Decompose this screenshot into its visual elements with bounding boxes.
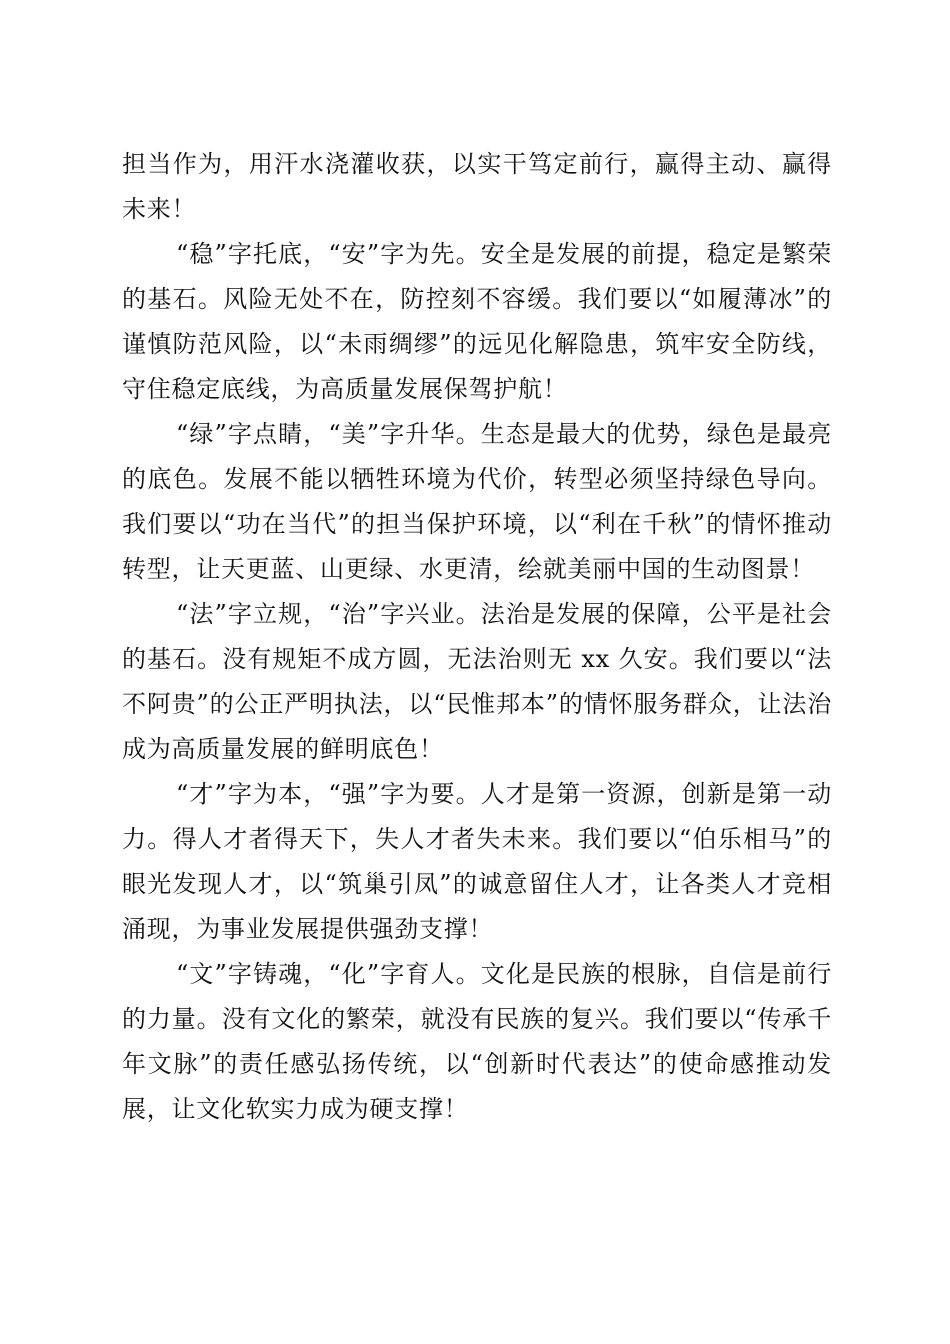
paragraph-culture: “文”字铸魂，“化”字育人。文化是民族的根脉，自信是前行的力量。没有文化的繁荣，就没有民族的复兴。我们要以“传承千年文脉”的责任感弘扬传统，以“创新时代表达”的使命感推动发展，让文化软实力成为硬支撑！ [122,960,832,1123]
paragraph-green-beauty: “绿”字点睛，“美”字升华。生态是最大的优势，绿色是最亮的底色。发展不能以牺牲环境为代价，转型必须坚持绿色导向。我们要以“功在当代”的担当保护环境，以“利在千秋”的情怀推动转型，让天更蓝、山更绿、水更清，绘就美丽中国的生动图景！ [122,420,832,583]
paragraph-rule-of-law: “法”字立规，“治”字兴业。法治是发展的保障，公平是社会的基石。没有规矩不成方圆，无法治则无 xx 久安。我们要以“法不阿贵”的公正严明执法，以“民惟邦本”的情怀服务群众，让法治成为高质量发展的鲜明底色！ [122,600,832,763]
paragraph-talent-strength: “才”字为本，“强”字为要。人才是第一资源，创新是第一动力。得人才者得天下，失人才者失未来。我们要以“伯乐相马”的眼光发现人才，以“筑巢引凤”的诚意留住人才，让各类人才竞相涌现，为事业发展提供强劲支撑！ [122,780,832,943]
document-body [122,142,832,1132]
paragraph-stability-security: “稳”字托底，“安”字为先。安全是发展的前提，稳定是繁荣的基石。风险无处不在，防控刻不容缓。我们要以“如履薄冰”的谨慎防范风险，以“未雨绸缪”的远见化解隐患，筑牢安全防线，守住稳定底线，为高质量发展保驾护航！ [122,240,832,403]
paragraph-continuation: 担当作为，用汗水浇灌收获，以实干笃定前行，赢得主动、赢得未来！ [122,150,832,223]
